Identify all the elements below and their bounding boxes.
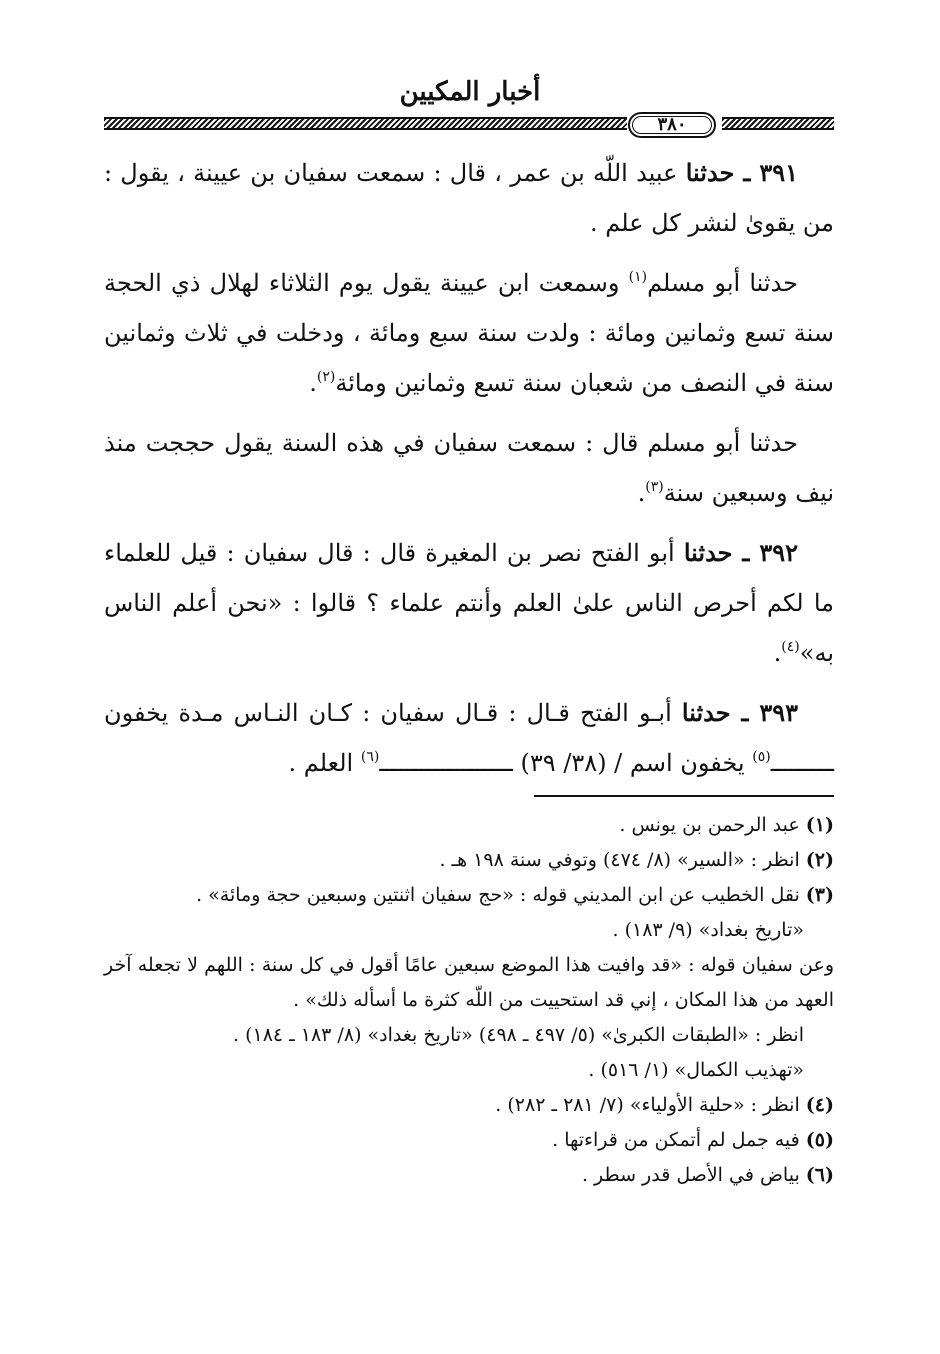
hadith-number: ٣٩٣ bbox=[759, 698, 798, 727]
page-number-badge bbox=[628, 112, 716, 138]
rule-band-left bbox=[104, 117, 627, 130]
paragraph-text: حدثنا أبو مسلم bbox=[647, 269, 799, 297]
paragraph-text: أبو الفتح نصر بن المغيرة قال : قال سفيان : قيل للعلماء ما لكم أحرص الناس علىٰ العلم وأنتم علماء ؟ قالوا : «نحن أعلم الناس به» bbox=[104, 539, 834, 667]
footnote-id: (٥) bbox=[805, 1129, 834, 1151]
footnote-id: (٣) bbox=[805, 884, 834, 906]
paragraph-abu-muslim-2 bbox=[104, 418, 834, 518]
footnote-text: عبد الرحمن بن يونس . bbox=[619, 814, 800, 836]
footnote-6 bbox=[104, 1158, 834, 1193]
footnote-3 bbox=[104, 878, 834, 913]
running-head-title: أخبار المكيين bbox=[399, 77, 541, 107]
footnote-id: (٦) bbox=[805, 1164, 834, 1186]
paragraph-391: ٣٩١ ـ حدثنا عبيد اللّه بن عمر ، قال : سمعت سفيان بن عيينة ، يقول : من يقوىٰ لنشر كل علم . bbox=[104, 158, 834, 237]
footnote-ref-2[interactable]: (٢) bbox=[316, 369, 336, 385]
footnote-5 bbox=[104, 1123, 834, 1158]
footnote-ref-6[interactable]: (٦) bbox=[360, 749, 380, 765]
paragraph-end: . bbox=[309, 369, 317, 397]
footnote-3-refs: انظر : «الطبقات الكبرىٰ» (٥/ ٤٩٧ ـ ٤٩٨) «تاريخ بغداد» (٨/ ١٨٣ ـ ١٨٤) . bbox=[232, 1024, 804, 1046]
footnote-id: (١) bbox=[805, 814, 834, 836]
footnote-text: انظر : «حلية الأولياء» (٧/ ٢٨١ ـ ٢٨٢) . bbox=[495, 1094, 800, 1116]
paragraph-abu-muslim-1 bbox=[104, 258, 834, 408]
main-text bbox=[104, 148, 834, 798]
page-number: ٣٨٠ bbox=[657, 114, 687, 135]
footnote-2 bbox=[104, 843, 834, 878]
hadith-number: ٣٩٢ bbox=[759, 538, 798, 567]
hadith-number: ٣٩١ bbox=[759, 158, 798, 187]
footnote-id: (٢) bbox=[805, 849, 834, 871]
footnotes bbox=[104, 808, 834, 1193]
paragraph-text: العلم . bbox=[288, 749, 361, 777]
footnote-3-refs-2: «تهذيب الكمال» (١/ ٥١٦) . bbox=[588, 1059, 804, 1081]
paragraph-end: . bbox=[637, 479, 646, 507]
footnote-id: (٤) bbox=[805, 1094, 834, 1116]
footnote-text: نقل الخطيب عن ابن المديني قوله : «حج سفيان اثنتين وسبعين حجة ومائة» . bbox=[196, 884, 800, 906]
paragraph-text: يخفون اسم / (٣٨/ ٣٩) ـــــــــــــــــــ bbox=[379, 749, 753, 777]
footnote-text: انظر : «السير» (٨/ ٤٧٤) وتوفي سنة ١٩٨ هـ . bbox=[439, 849, 800, 871]
paragraph-392: ٣٩٢ ـ حدثنا أبو الفتح نصر بن المغيرة قال : قال سفيان : قيل للعلماء ما لكم أحرص الناس علىٰ العلم وأنتم علماء ؟ قالوا : «نحن أعلم الناس به»$^{(٤)}$. bbox=[104, 538, 834, 667]
footnote-1 bbox=[104, 808, 834, 843]
paragraph-text: عبيد اللّه بن عمر ، قال : سمعت سفيان بن عيينة ، يقول : من يقوىٰ لنشر كل علم . bbox=[104, 159, 834, 237]
footnote-ref-1[interactable]: (١) bbox=[628, 269, 648, 285]
paragraph-393: ٣٩٣ ـ حدثنا أبـو الفتح قـال : قـال سفيان : كـان النـاس مـدة يخفون ـــــــــ$^{(٥)}$ يخفون اسم / (٣٨/ ٣٩) ـــــــــــــــــــ$^{(٦)}$ العلم . bbox=[104, 698, 834, 777]
hadith-lead: حدثنا bbox=[681, 698, 731, 727]
footnote-ref-3[interactable]: (٣) bbox=[645, 479, 664, 495]
footnote-ref-5[interactable]: (٥) bbox=[752, 749, 771, 765]
footnote-4 bbox=[104, 1088, 834, 1123]
hadith-lead: حدثنا bbox=[685, 158, 735, 187]
header-ornament-rule bbox=[104, 112, 834, 134]
footnote-3-source: «تاريخ بغداد» (٩/ ١٨٣) . bbox=[612, 919, 804, 941]
paragraph-text: أبـو الفتح قـال : قـال سفيان : كـان النـاس مـدة يخفون ـــــــــ bbox=[104, 699, 834, 777]
rule-band-right bbox=[722, 117, 834, 130]
footnote-text: بياض في الأصل قدر سطر . bbox=[581, 1164, 800, 1186]
hadith-lead: حدثنا bbox=[683, 538, 733, 567]
footnote-text: فيه جمل لم أتمكن من قراءتها . bbox=[552, 1129, 800, 1151]
paragraph-end: . bbox=[773, 639, 782, 667]
footnote-ref-4[interactable]: (٤) bbox=[781, 639, 800, 655]
footnote-divider bbox=[534, 795, 834, 797]
paragraph-text: وسمعت ابن عيينة يقول يوم الثلاثاء لهلال ذي الحجة سنة تسع وثمانين ومائة : ولدت سنة سبع ومائة ، ودخلت في ثلاث وثمانين سنة في النصف من شعبان سنة تسع وثمانين ومائة bbox=[104, 269, 834, 397]
paragraph-text: حدثنا أبو مسلم قال : سمعت سفيان في هذه السنة يقول حججت منذ نيف وسبعين سنة bbox=[104, 429, 834, 507]
footnote-3-quote: وعن سفيان قوله : «قد وافيت هذا الموضع سبعين عامًا أقول في كل سنة : اللهم لا تجعله آخر العهد من هذا المكان ، إني قد استحييت من اللّه كثرة ما أسأله ذلك» . bbox=[104, 954, 834, 1011]
